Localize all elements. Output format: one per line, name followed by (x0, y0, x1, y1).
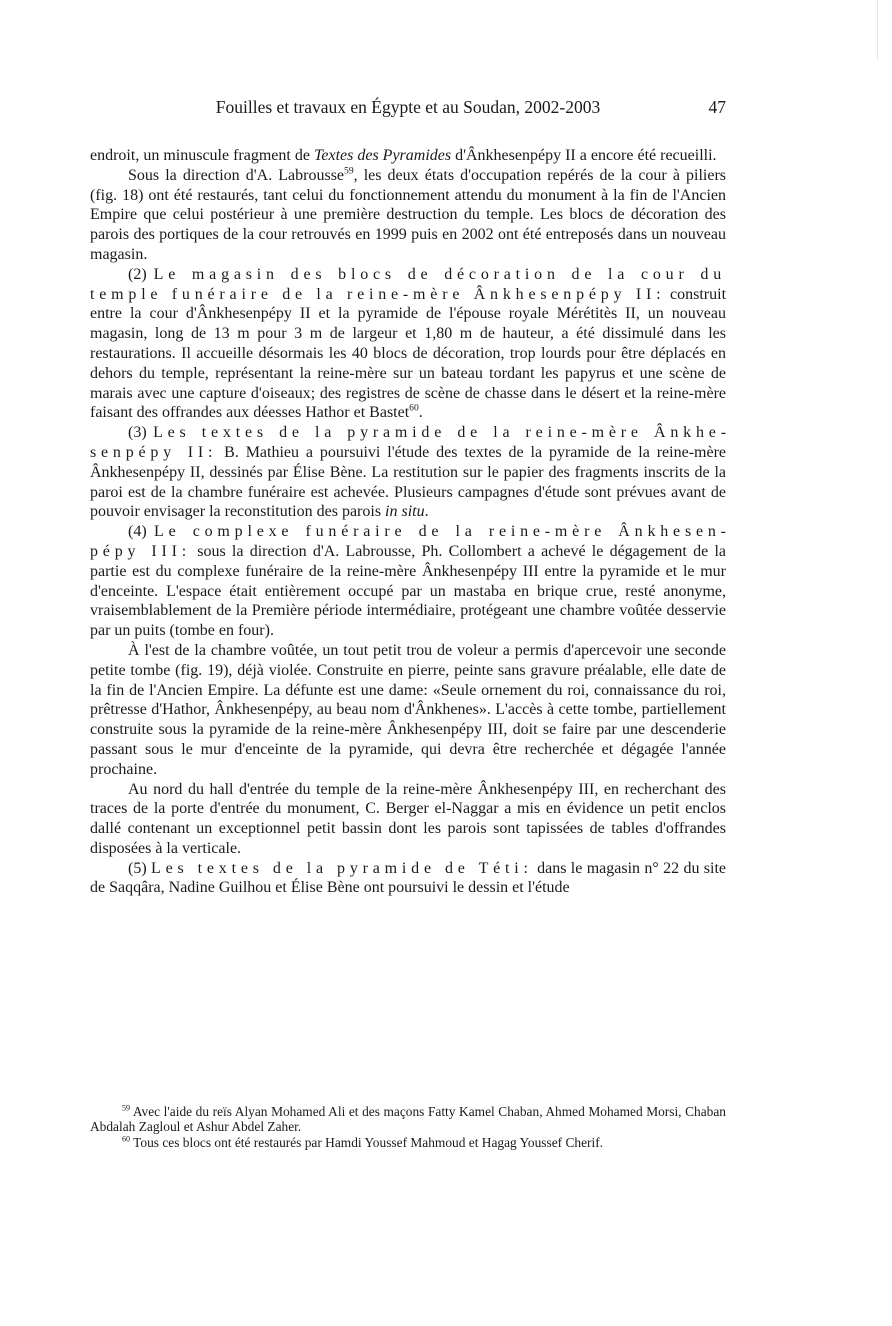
p8-text: dans le magasin n° 22 du site de Saqqâra, Nadine Guilhou et Élise Bène ont poursuivi le dessin et l'étude (90, 859, 726, 897)
footnote-ref-60: 60 (409, 403, 419, 415)
section-number-5: (5) (128, 859, 147, 877)
footnote-59 (90, 1104, 726, 1135)
section-heading-2: Le magasin des blocs de décoration de la cour du temple funéraire de la reine-mère Ânkhesenpépy II: (90, 265, 726, 303)
paragraph-6: À l'est de la chambre voûtée, un tout petit trou de voleur a permis d'apercevoir une seconde petite tombe (fig. 19), déjà violée. Construite en pierre, peinte sans gravure préalable, elle date de la fin de l'Ancien Empire. La défunte est une dame: «Seule ornement du roi, connaissance du roi, prêtresse d'Hathor, Ânkhesenpépy, au beau nom d'Ânkhenes». L'accès à cette tombe, partiellement construite sous la pyramide de la reine-mère Ânkhesenpépy III, doit se faire par une descenderie passant sous le mur d'enceinte de la pyramide, qui devra être recherchée et dégagée l'année prochaine. (90, 641, 726, 778)
running-title: Fouilles et travaux en Égypte et au Soudan, 2002-2003 (215, 97, 601, 117)
p5-text: sous la direction d'A. Labrousse, Ph. Collombert a achevé le dégagement de la partie est du complexe funéraire de la reine-mère Ânkhesenpépy III entre la pyramide et le mur d'enceinte. L'espace était entièrement occupé par un mastaba en brique crue, resté anonyme, vraisemblablement de la Première période intermédiaire, protégeant une chambre voûtée desservie par un puits (tombe en four). (90, 542, 727, 640)
section-heading-4: Le complexe funéraire de la reine-mère Ânkhesenpépy III: (90, 523, 726, 560)
scan-edge-mark (877, 0, 892, 60)
paragraph-1 (90, 146, 726, 166)
p1-end: d'Ânkhesenpépy II a encore été recueilli. (455, 147, 717, 164)
section-number-3: (3) (128, 424, 147, 442)
p4-italic: in situ (385, 503, 425, 521)
section-heading-5: Les textes de la pyramide de Téti: (151, 859, 533, 877)
footnote-59-text: Avec l'aide du reïs Alyan Mohamed Ali et des maçons Fatty Kamel Chaban, Ahmed Mohamed Morsi, Chaban Abdalah Zagloul et Ashur Abdel Zaher. (90, 1104, 726, 1135)
footnote-ref-59: 59 (344, 165, 354, 177)
footnote-60-text: Tous ces blocs ont été restaurés par Hamdi Youssef Mahmoud et Hagag Youssef Cherif. (133, 1134, 604, 1150)
section-number-4: (4) (128, 523, 147, 541)
paragraph-2 (90, 166, 726, 265)
paragraph-8 (90, 859, 726, 899)
p1-italic-title: Textes des Pyramides (313, 147, 452, 164)
footnotes (90, 1104, 726, 1150)
footnote-60 (90, 1135, 726, 1150)
body-text (90, 146, 726, 898)
section-heading-3: Les textes de la pyramide de la reine-mère Ânkhesenpépy II: (90, 424, 727, 461)
page-number: 47 (708, 97, 726, 117)
p4-end: . (424, 503, 429, 521)
p3-end: . (418, 404, 423, 422)
paragraph-5 (90, 522, 726, 641)
p1-text: endroit, un minuscule fragment de (90, 147, 310, 164)
paragraph-4 (90, 423, 726, 522)
footnote-59-number: 59 (122, 1103, 131, 1113)
paragraph-3 (90, 265, 726, 423)
p2-start: Sous la direction d'A. Labrousse (128, 166, 345, 184)
p2-end: , les deux états d'occupation repérés de la cour à piliers (fig. 18) ont été restaurés, tant celui du fonctionnement attendu du monument à la fin de l'Ancien Empire que celui postérieur à une première destruction du temple. Les blocs de décoration des parois des portiques de la cour retrouvés en 1999 puis en 2002 ont été entreposés dans un nouveau magasin. (90, 166, 726, 263)
p3-text: construit entre la cour d'Ânkhesenpépy II et la pyramide de l'épouse royale Mérétitès II, un nouveau magasin, long de 13 m pour 3 m de largeur et 1,80 m de hauteur, a été dissimulé dans les restaurations. Il accueille désormais les 40 blocs de décoration, trop lourds pour être déplacés en dehors du temple, représentant la reine-mère sur un bateau tordant les papyrus et une scène de marais avec une capture d'oiseaux; des registres de scène de chasse dans le désert et la reine-mère faisant des offrandes aux déesses Hathor et Bastet (90, 285, 727, 422)
p4-text: B. Mathieu a poursuivi l'étude des textes de la pyramide de la reine-mère Ânkhesenpépy II, dessinés par Élise Bène. La restitution sur le papier des fragments inscrits de la paroi est de la chambre funéraire est achevée. Plusieurs campagnes d'étude sont prévues avant de pouvoir envisager la reconstitution des parois (90, 443, 727, 521)
footnote-60-number: 60 (122, 1134, 131, 1144)
section-number-2: (2) (128, 265, 147, 283)
paragraph-7: Au nord du hall d'entrée du temple de la reine-mère Ânkhesenpépy III, en recherchant des traces de la porte d'entrée du monument, C. Berger el-Naggar a mis en évidence un petit enclos dallé contenant un exceptionnel petit bassin dont les parois sont tapissées de tables d'offrandes disposées à la verticale. (90, 780, 726, 857)
running-header (90, 96, 726, 118)
